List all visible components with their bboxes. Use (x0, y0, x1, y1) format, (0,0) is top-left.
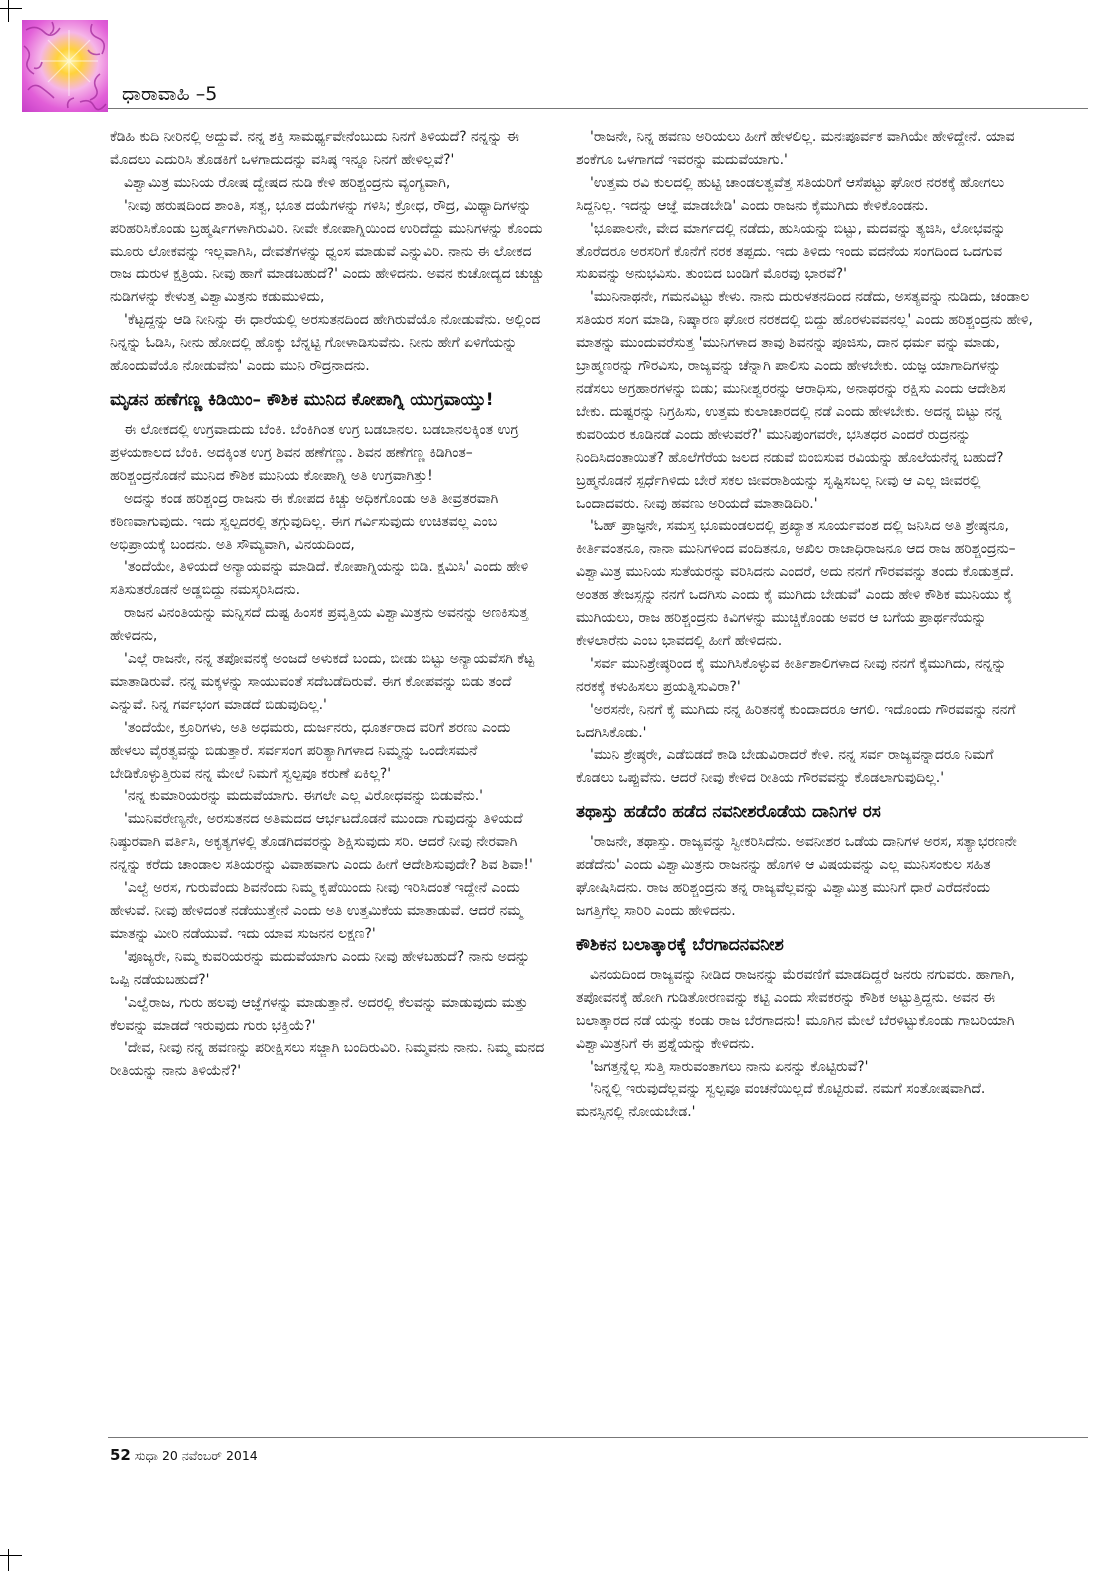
section-heading: ತಥಾಸ್ತು ಹಡೆದೆಂ ಹಡೆದ ನವನೀಶರೊಡೆಯ ದಾನಿಗಳ ರಸ (576, 802, 881, 823)
body-paragraph: 'ಎಲ್ಲೆ ರಾಜನೇ, ನನ್ನ ತಪೋವನಕ್ಕೆ ಅಂಜದೆ ಅಳುಕದೆ ಬಂದು, ಬೀಡು ಬಿಟ್ಟು ಅನ್ಯಾಯವೆಸಗಿ ಕೆಟ್ಟ ಮಾತಾಡಿರುವೆ. ನನ್ನ ಮಕ್ಕಳನ್ನು ಸಾಯುವಂತೆ ಸದೆಬಡೆದಿರುವೆ. ಈಗ ಕೋಪವನ್ನು ಬಿಡು ತಂದೆ ಎನ್ನುವೆ. ನಿನ್ನ ಗರ್ವಭಂಗ ಮಾಡದೆ ಬಿಡುವುದಿಲ್ಲ.' (110, 651, 535, 713)
body-paragraph: 'ಉತ್ತಮ ರವಿ ಕುಲದಲ್ಲಿ ಹುಟ್ಟಿ ಚಾಂಡಲತ್ವವೆತ್ತ ಸತಿಯರಿಗೆ ಆಸೆಪಟ್ಟು ಘೋರ ನರಕಕ್ಕೆ ಹೋಗಲು ಸಿದ್ದನಿಲ್ಲ. ಇದನ್ನು ಆಜ್ಞೆ ಮಾಡಬೇಡಿ' ಎಂದು ರಾಜನು ಕೈಮುಗಿದು ಕೇಳಿಕೊಂಡನು. (576, 174, 1005, 214)
left-column (110, 126, 550, 1083)
magazine-name: ಸುಧಾ (134, 1448, 158, 1463)
body-paragraph: 'ಜಗತ್ತನ್ನೆಲ್ಲ ಸುತ್ತಿ ಸಾರುವಂತಾಗಲು ನಾನು ಏನನ್ನು ಕೊಟ್ಟಿರುವೆ?' (590, 1058, 869, 1075)
body-paragraph: 'ಎಲ್ವೆರಾಜ, ಗುರು ಹಲವು ಆಜ್ಞೆಗಳನ್ನು ಮಾಡುತ್ತಾನೆ. ಅದರಲ್ಲಿ ಕೆಲವನ್ನು ಮಾಡುವುದು ಮತ್ತು ಕೆಲವನ್ನು ಮಾಡದೆ ಇರುವುದು ಗುರು ಭಕ್ತಿಯೆ?' (110, 994, 528, 1034)
body-paragraph: 'ರಾಜನೇ, ತಥಾಸ್ತು. ರಾಜ್ಯವನ್ನು ಸ್ವೀಕರಿಸಿದೆನು. ಅವನೀಶರ ಒಡೆಯ ದಾನಿಗಳ ಅರಸ, ಸತ್ಯಾಭರಣನೇ ಪಡೆದೆನು' ಎಂದು ವಿಶ್ವಾಮಿತ್ರನು ರಾಜನನ್ನು ಹೊಗಳಿ ಆ ವಿಷಯವನ್ನು ಎಲ್ಲ ಮುನಿಸಂಕುಲ ಸಹಿತ ಘೋಷಿಸಿದನು. ರಾಜ ಹರಿಶ್ಚಂದ್ರನು ತನ್ನ ರಾಜ್ಯವೆಲ್ಲವನ್ನು ವಿಶ್ವಾಮಿತ್ರ ಮುನಿಗೆ ಧಾರೆ ಎರೆದನೆಂದು ಜಗತ್ತಿಗೆಲ್ಲ ಸಾರಿರಿ ಎಂದು ಹೇಳಿದನು. (576, 834, 1017, 919)
body-paragraph: 'ತಂದೆಯೇ, ಕ್ರೂರಿಗಳು, ಅತಿ ಅಧಮರು, ದುರ್ಜನರು, ಧೂರ್ತರಾದ ವರಿಗೆ ಶರಣು ಎಂದು ಹೇಳಲು ವೈರತ್ವವನ್ನು ಬಿಡುತ್ತಾರೆ. ಸರ್ವಸಂಗ ಪರಿತ್ಯಾಗಿಗಳಾದ ನಿಮ್ಮನ್ನು ಒಂದೇಸಮನೆ ಬೇಡಿಕೊಳ್ಳುತ್ತಿರುವ ನನ್ನ ಮೇಲೆ ನಿಮಗೆ ಸ್ವಲ್ಪವೂ ಕರುಣೆ ಏಕಿಲ್ಲ?' (110, 719, 511, 782)
body-paragraph: 'ಪೂಜ್ಯರೇ, ನಿಮ್ಮ ಕುವರಿಯರನ್ನು ಮದುವೆಯಾಗು ಎಂದು ನೀವು ಹೇಳಬಹುದೆ? ನಾನು ಅದನ್ನು ಒಪ್ಪಿ ನಡೆಯಬಹುದೆ?' (110, 948, 530, 988)
body-paragraph: 'ಅರಸನೇ, ನಿನಗೆ ಕೈ ಮುಗಿದು ನನ್ನ ಹಿರಿತನಕ್ಕೆ ಕುಂದಾದರೂ ಆಗಲಿ. ಇದೊಂದು ಗೌರವವನ್ನು ನನಗೆ ಒದಗಿಸಿಕೊಡು.' (576, 701, 1016, 741)
body-paragraph: 'ಕೆಟ್ಟದ್ದನ್ನು ಆಡಿ ನೀನಿನ್ನು ಈ ಧಾರೆಯಲ್ಲಿ ಅರಸುತನದಿಂದ ಹೇಗಿರುವೆಯೊ ನೋಡುವೆನು. ಅಲ್ಲಿಂದ ನಿನ್ನನ್ನು ಓಡಿಸಿ, ನೀನು ಹೋದಲ್ಲಿ ಹೊಕ್ಕು ಬೆನ್ನಟ್ಟಿ ಗೋಳಾಡಿಸುವೆನು. ನೀನು ಹೇಗೆ ಏಳಿಗೆಯನ್ನು ಹೊಂದುವೆಯೊ ನೋಡುವೆನು' ಎಂದು ಮುನಿ ರೌದ್ರನಾದನು. (110, 312, 541, 375)
body-paragraph: 'ರಾಜನೇ, ನಿನ್ನ ಹವಣು ಅರಿಯಲು ಹೀಗೆ ಹೇಳಲಿಲ್ಲ. ಮನಃಪೂರ್ವಕ ವಾಗಿಯೇ ಹೇಳಿದ್ದೇನೆ. ಯಾವ ಶಂಕೆಗೂ ಒಳಗಾಗದೆ ಇವರನ್ನು ಮದುವೆಯಾಗು.' (576, 129, 1015, 168)
section-heading: ಮೃಡನ ಹಣೆಗಣ್ಣ ಕಿಡಿಯಿಂ– ಕೌಶಿಕ ಮುನಿದ ಕೋಪಾಗ್ನಿ ಯುಗ್ರವಾಯ್ತು! (110, 389, 494, 410)
swirl-pattern-icon (22, 20, 108, 112)
crop-mark-bottom-left-h (0, 1555, 22, 1556)
serial-logo-artwork (22, 20, 108, 112)
body-paragraph: 'ಮುನಿನಾಥನೇ, ಗಮನವಿಟ್ಟು ಕೇಳು. ನಾನು ದುರುಳತನದಿಂದ ನಡೆದು, ಅಸತ್ಯವನ್ನು ನುಡಿದು, ಚಂಡಾಲ ಸತಿಯರ ಸಂಗ ಮಾಡಿ, ನಿಷ್ಕಾರಣ ಘೋರ ನರಕದಲ್ಲಿ ಬಿದ್ದು ಹೊರಳುವವನಲ್ಲ' ಎಂದು ಹರಿಶ್ಚಂದ್ರನು ಹೇಳಿ, ಮಾತನ್ನು ಮುಂದುವರೆಸುತ್ತ 'ಮುನಿಗಳಾದ ತಾವು ಶಿವನನ್ನು ಪೂಜಿಸು, ದಾನ ಧರ್ಮ ವನ್ನು ಮಾಡು, ಬ್ರಾಹ್ಮಣರನ್ನು ಗೌರವಿಸು, ರಾಜ್ಯವನ್ನು ಚೆನ್ನಾಗಿ ಪಾಲಿಸು ಎಂದು ಹೇಳಬೇಕು. ಯಜ್ಞ ಯಾಗಾದಿಗಳನ್ನು ನಡೆಸಲು ಅಗ್ರಹಾರಗಳನ್ನು ಬಿಡು; ಮುನೀಶ್ವರರನ್ನು ಆರಾಧಿಸು, ಅನಾಥರನ್ನು ರಕ್ಷಿಸು ಎಂದು ಆದೇಶಿಸ ಬೇಕು. ದುಷ್ಟರನ್ನು ನಿಗ್ರಹಿಸು, ಉತ್ತಮ ಕುಲಾಚಾರದಲ್ಲಿ ನಡೆ ಎಂದು ಹೇಳಬೇಕು. ಅದನ್ನ ಬಿಟ್ಟು ನನ್ನ ಕುವರಿಯರ ಕೂಡಿನಡೆ ಎಂದು ಹೇಳುವರೆ?' ಮುನಿಪುಂಗವರೇ, ಭಸಿತಧರ ಎಂದರೆ ರುದ್ರನನ್ನು ನಿಂದಿಸಿದಂತಾಯಿತೆ? ಹೊಲೆಗೆರೆಯ ಜಲದ ನಡುವೆ ಬಿಂಬಿಸುವ ರವಿಯನ್ನು ಹೊಲೆಯನೆನ್ನ ಬಹುದೆ? ಬ್ರಹ್ಮನೊಡನೆ ಸ್ಪರ್ಧೆಗಿಳಿದು ಬೇರೆ ಸಕಲ ಜೀವರಾಶಿಯನ್ನು ಸೃಷ್ಟಿಸಬಲ್ಲ ನೀವು ಆ ಎಲ್ಲ ಜೀವರಲ್ಲಿ ಒಂದಾದವರು. ನೀವು ಹವಣು ಅರಿಯದೆ ಮಾತಾಡಿದಿರಿ.' (576, 289, 1033, 512)
footer-divider (108, 1437, 1088, 1438)
body-paragraph: 'ಭೂಪಾಲನೇ, ವೇದ ಮಾರ್ಗದಲ್ಲಿ ನಡೆದು, ಹುಸಿಯನ್ನು ಬಿಟ್ಟು, ಮದವನ್ನು ತ್ಯಜಿಸಿ, ಲೋಭವನ್ನು ತೊರೆದರೂ ಅರಸರಿಗೆ ಕೊನೆಗೆ ನರಕ ತಪ್ಪದು. ಇದು ತಿಳಿದು ಇಂದು ವದನೆಯ ಸಂಗದಿಂದ ಒದಗುವ ಸುಖವನ್ನು ಅನುಭವಿಸು. ತುಂಬಿದ ಬಂಡಿಗೆ ಮೊರವು ಭಾರವೆ?' (576, 220, 1006, 283)
body-paragraph: ಕೆಡಿಹಿ ಕುದಿ ನೀರಿನಲ್ಲಿ ಅದ್ದುವೆ. ನನ್ನ ಶಕ್ತಿ ಸಾಮರ್ಥ್ಯವೇನೆಂಬುದು ನಿನಗೆ ತಿಳಿಯದೆ? ನನ್ನನ್ನು ಈ ಮೊದಲು ಎದುರಿಸಿ ತೊಡಕಿಗೆ ಒಳಗಾದುದನ್ನು ವಸಿಷ್ಠ ಇನ್ನೂ ನಿನಗೆ ಹೇಳಿಲ್ಲವೆ?' (110, 129, 519, 168)
body-paragraph: ವಿನಯದಿಂದ ರಾಜ್ಯವನ್ನು ನೀಡಿದ ರಾಜನನ್ನು ಮೆರವಣಿಗೆ ಮಾಡದಿದ್ದರೆ ಜನರು ನಗುವರು. ಹಾಗಾಗಿ, ತಪೋವನಕ್ಕೆ ಹೋಗಿ ಗುಡಿತೋರಣವನ್ನು ಕಟ್ಟಿ ಎಂದು ಸೇವಕರನ್ನು ಕೌಶಿಕ ಅಟ್ಟುತ್ತಿದ್ದನು. ಅವನ ಈ ಬಲಾತ್ಕಾರದ ನಡೆ ಯನ್ನು ಕಂಡು ರಾಜ ಬೆರಗಾದನು! ಮೂಗಿನ ಮೇಲೆ ಬೆರಳಿಟ್ಟುಕೊಂಡು ಗಾಬರಿಯಾಗಿ ವಿಶ್ವಾಮಿತ್ರನಿಗೆ ಈ ಪ್ರಶ್ನೆಯನ್ನು ಕೇಳಿದನು. (576, 966, 1015, 1052)
crop-mark-top-left-v (8, 0, 9, 22)
body-paragraph: 'ನಿನ್ನಲ್ಲಿ ಇರುವುದೆಲ್ಲವನ್ನು ಸ್ವಲ್ಪವೂ ವಂಚನೆಯಿಲ್ಲದೆ ಕೊಟ್ಟಿರುವೆ. ನಮಗೆ ಸಂತೋಷವಾಗಿದೆ. ಮನಸ್ಸಿನಲ್ಲಿ ನೋಯಬೇಡ.' (576, 1081, 986, 1121)
body-paragraph: ವಿಶ್ವಾಮಿತ್ರ ಮುನಿಯ ರೋಷ ದ್ವೇಷದ ನುಡಿ ಕೇಳಿ ಹರಿಶ್ಚಂದ್ರನು ವ್ಯಂಗ್ಯವಾಗಿ, (124, 174, 451, 191)
header-divider (108, 108, 1088, 109)
body-paragraph: 'ಮುನಿ ಶ್ರೇಷ್ಠರೇ, ಎಡೆಬಿಡದೆ ಕಾಡಿ ಬೇಡುವಿರಾದರೆ ಕೇಳಿ. ನನ್ನ ಸರ್ವ ರಾಜ್ಯವನ್ನಾದರೂ ನಿಮಗೆ ಕೊಡಲು ಒಪ್ಪುವೆನು. ಆದರೆ ನೀವು ಕೇಳಿದ ರೀತಿಯ ಗೌರವವನ್ನು ಕೊಡಲಾಗುವುದಿಲ್ಲ.' (576, 747, 994, 787)
body-paragraph: 'ಮುನಿವರೇಣ್ಯನೇ, ಅರಸುತನದ ಅತಿಮದದ ಆರ್ಭಟದೊಡನೆ ಮುಂದಾ ಗುವುದನ್ನು ತಿಳಿಯದೆ ನಿಷ್ಠುರವಾಗಿ ವರ್ತಿಸಿ, ಅಕೃತ್ಯಗಳಲ್ಲಿ ತೊಡಗಿದವರನ್ನು ಶಿಕ್ಷಿಸುವುದು ಸರಿ. ಆದರೆ ನೀವು ನೇರವಾಗಿ ನನ್ನನ್ನು ಕರೆದು ಚಾಂಡಾಲ ಸತಿಯರನ್ನು ವಿವಾಹವಾಗು ಎಂದು ಹೀಗೆ ಆದೇಶಿಸುವುದೇ? ಶಿವ ಶಿವಾ!' (110, 811, 533, 874)
section-heading: ಕೌಶಿಕನ ಬಲಾತ್ಕಾರಕ್ಕೆ ಬೆರಗಾದನವನೀಶ (576, 934, 784, 955)
body-paragraph: ಈ ಲೋಕದಲ್ಲಿ ಉಗ್ರವಾದುದು ಬೆಂಕಿ. ಬೆಂಕಿಗಿಂತ ಉಗ್ರ ಬಡಬಾನಲ. ಬಡಬಾನಲಕ್ಕಿಂತ ಉಗ್ರ ಪ್ರಳಯಕಾಲದ ಬೆಂಕಿ. ಅದಕ್ಕಿಂತ ಉಗ್ರ ಶಿವನ ಹಣೆಗಣ್ಣು. ಶಿವನ ಹಣೆಗಣ್ಣ ಕಿಡಿಗಿಂತ– ಹರಿಶ್ಚಂದ್ರನೊಡನೆ ಮುನಿದ ಕೌಶಿಕ ಮುನಿಯ ಕೋಪಾಗ್ನಿ ಅತಿ ಉಗ್ರವಾಗಿತ್ತು! (110, 421, 519, 484)
body-paragraph: 'ನೀವು ಹರುಷದಿಂದ ಶಾಂತಿ, ಸತ್ವ, ಭೂತ ದಯೆಗಳನ್ನು ಗಳಿಸಿ; ಕ್ರೋಧ, ರೌದ್ರ, ಮಿಥ್ಯಾದಿಗಳನ್ನು ಪರಿಹರಿಸಿಕೊಂಡು ಬ್ರಹ್ಮರ್ಷಿಗಳಾಗಿರುವಿರಿ. ನೀವೇ ಕೋಪಾಗ್ನಿಯಿಂದ ಉರಿದೆದ್ದು ಮುನಿಗಳನ್ನು ಕೊಂದು ಮೂರು ಲೋಕವನ್ನು ಇಲ್ಲವಾಗಿಸಿ, ದೇವತೆಗಳನ್ನು ಧ್ವಂಸ ಮಾಡುವೆ ಎನ್ನುವಿರಿ. ನಾನು ಈ ಲೋಕದ ರಾಜ ದುರುಳ ಕ್ಷತ್ರಿಯ. ನೀವು ಹಾಗೆ ಮಾಡಬಹುದೆ?' ಎಂದು ಹೇಳಿದನು. ಅವನ ಕುಚೋದ್ಯದ ಚುಚ್ಚು ನುಡಿಗಳನ್ನು ಕೇಳುತ್ತ ವಿಶ್ವಾಮಿತ್ರನು ಕಡುಮುಳಿದು, (110, 197, 545, 306)
body-paragraph: 'ದೇವ, ನೀವು ನನ್ನ ಹವಣನ್ನು ಪರೀಕ್ಷಿಸಲು ಸಜ್ಜಾಗಿ ಬಂದಿರುವಿರಿ. ನಿಮ್ಮವನು ನಾನು. ನಿಮ್ಮ ಮನದ ರೀತಿಯನ್ನು ನಾನು ತಿಳಿಯೆನೆ?' (110, 1040, 545, 1080)
body-paragraph: 'ತಂದೆಯೇ, ತಿಳಿಯದೆ ಅನ್ಯಾಯವನ್ನು ಮಾಡಿದೆ. ಕೋಪಾಗ್ನಿಯನ್ನು ಬಿಡಿ. ಕ್ಷಮಿಸಿ' ಎಂದು ಹೇಳಿ ಸತಿಸುತರೊಡನೆ ಅಡ್ಡಬಿದ್ದು ನಮಸ್ಕರಿಸಿದನು. (110, 559, 529, 599)
page-number: 52 (110, 1446, 131, 1464)
body-paragraph: 'ಸರ್ವ ಮುನಿಶ್ರೇಷ್ಠರಿಂದ ಕೈ ಮುಗಿಸಿಕೊಳ್ಳುವ ಕೀರ್ತಿಶಾಲಿಗಳಾದ ನೀವು ನನಗೆ ಕೈಮುಗಿದು, ನನ್ನನ್ನು ನರಕಕ್ಕೆ ಕಳುಹಿಸಲು ಪ್ರಯತ್ನಿಸುವಿರಾ?' (576, 655, 1007, 695)
page-footer (110, 1446, 258, 1464)
right-column (576, 126, 1034, 1124)
body-paragraph: 'ನನ್ನ ಕುಮಾರಿಯರನ್ನು ಮದುವೆಯಾಗು. ಈಗಲೇ ಎಲ್ಲ ವಿರೋಧವನ್ನು ಬಿಡುವೆನು.' (124, 788, 483, 805)
crop-mark-top-left-h (0, 8, 22, 9)
issue-date: 20 ನವೆಂಬರ್ 2014 (161, 1448, 258, 1463)
body-paragraph: ರಾಜನ ವಿನಂತಿಯನ್ನು ಮನ್ನಿಸದೆ ದುಷ್ಟ ಹಿಂಸಕ ಪ್ರವೃತ್ತಿಯ ವಿಶ್ವಾಮಿತ್ರನು ಅವನನ್ನು ಅಣಕಿಸುತ್ತ ಹೇಳಿದನು, (110, 605, 528, 645)
body-paragraph: 'ಎಲ್ವೆ ಅರಸ, ಗುರುವೆಂದು ಶಿವನೆಂದು ನಿಮ್ಮ ಕೃಪೆಯಿಂದು ನೀವು ಇರಿಸಿದಂತೆ ಇದ್ದೇನೆ ಎಂದು ಹೇಳುವೆ. ನೀವು ಹೇಳಿದಂತೆ ನಡೆಯುತ್ತೇನೆ ಎಂದು ಅತಿ ಉತ್ತಮಿಕೆಯ ಮಾತಾಡುವೆ. ಆದರೆ ನಮ್ಮ ಮಾತನ್ನು ಮೀರಿ ನಡೆಯುವೆ. ಇದು ಯಾವ ಸುಜನನ ಲಕ್ಷಣ?' (110, 880, 523, 942)
crop-mark-bottom-left-v (8, 1549, 9, 1571)
body-paragraph: ಅದನ್ನು ಕಂಡ ಹರಿಶ್ಚಂದ್ರ ರಾಜನು ಈ ಕೋಪದ ಕಿಚ್ಚು ಅಧಿಕಗೊಂಡು ಅತಿ ತೀವ್ರತರವಾಗಿ ಕಠಿಣವಾಗುವುದು. ಇದು ಸ್ವಲ್ಪದರಲ್ಲಿ ತಗ್ಗುವುದಿಲ್ಲ. ಈಗ ಗರ್ವಿಸುವುದು ಉಚಿತವಲ್ಲ ಎಂಬ ಅಭಿಪ್ರಾಯಕ್ಕೆ ಬಂದನು. ಅತಿ ಸೌಮ್ಯವಾಗಿ, ವಿನಯದಿಂದ, (110, 490, 499, 553)
body-paragraph: 'ಓಹ್ ಪ್ರಾಜ್ಞನೇ, ಸಮಸ್ತ ಭೂಮಂಡಲದಲ್ಲಿ ಪ್ರಖ್ಯಾತ ಸೂರ್ಯವಂಶ ದಲ್ಲಿ ಜನಿಸಿದ ಅತಿ ಶ್ರೇಷ್ಠನೂ, ಕೀರ್ತಿವಂತನೂ, ನಾನಾ ಮುನಿಗಳಿಂದ ವಂದಿತನೂ, ಅಖಿಲ ರಾಜಾಧಿರಾಜನೂ ಆದ ರಾಜ ಹರಿಶ್ಚಂದ್ರನು– ವಿಶ್ವಾಮಿತ್ರ ಮುನಿಯ ಸುತೆಯರನ್ನು ವರಿಸಿದನು ಎಂದರೆ, ಅದು ನನಗೆ ಗೌರವವನ್ನು ತಂದು ಕೊಡುತ್ತದೆ. ಅಂತಹ ತೇಜಸ್ಸನ್ನು ನನಗೆ ಒದಗಿಸು ಎಂದು ಕೈ ಮುಗಿದು ಬೇಡುವೆ' ಎಂದು ಹೇಳಿ ಕೌಶಿಕ ಮುನಿಯು ಕೈ ಮುಗಿಯಲು, ರಾಜ ಹರಿಶ್ಚಂದ್ರನು ಕಿವಿಗಳನ್ನು ಮುಚ್ಚಿಕೊಂಡು ಅವರ ಆ ಬಗೆಯ ಪ್ರಾರ್ಥನೆಯನ್ನು ಕೇಳಲಾರೆನು ಎಂಬ ಭಾವದಲ್ಲಿ ಹೀಗೆ ಹೇಳಿದನು. (576, 518, 1016, 649)
series-title: ಧಾರಾವಾಹಿ –5 (122, 83, 218, 105)
